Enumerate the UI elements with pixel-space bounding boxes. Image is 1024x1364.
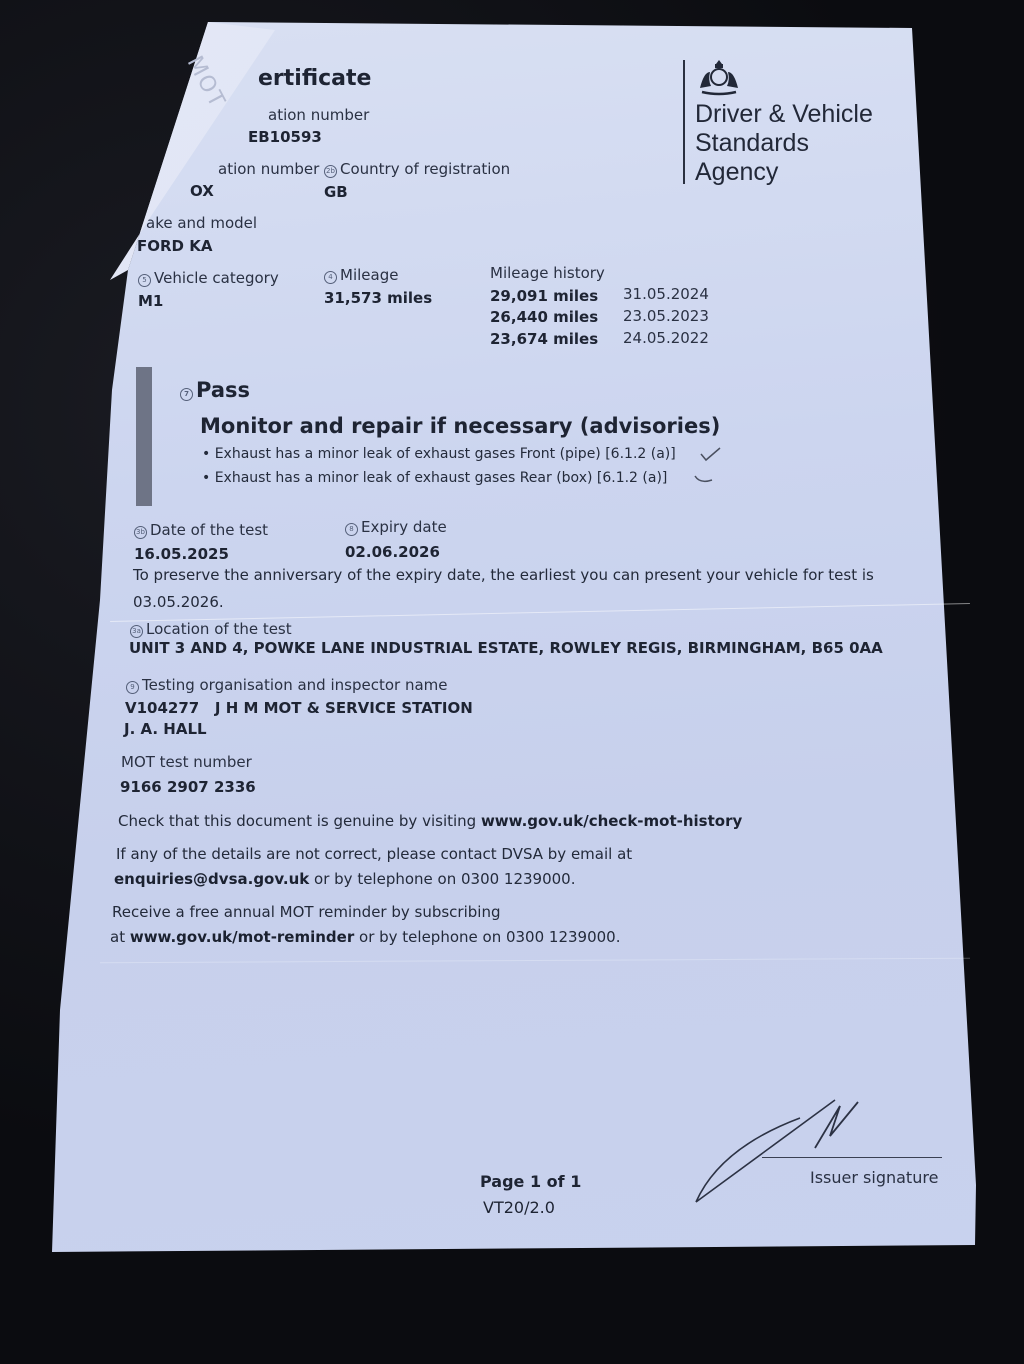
inspector-name: J. A. HALL <box>124 720 207 738</box>
test-date-label-text: Date of the test <box>150 521 269 539</box>
contact-text: If any of the details are not correct, please contact DVSA by email at <box>116 845 633 863</box>
location-label <box>130 620 292 638</box>
contact-line <box>114 870 576 888</box>
make-model-label: ake and model <box>146 214 258 232</box>
mileage-label-text: Mileage <box>340 266 399 284</box>
test-number-label: MOT test number <box>121 753 252 771</box>
mot-reminder-link[interactable]: www.gov.uk/mot-reminder <box>129 928 355 946</box>
test-date-label <box>134 521 268 539</box>
field-number-badge: 8 <box>345 523 358 536</box>
signature-line <box>762 1157 942 1158</box>
certificate-title: ertificate <box>258 66 372 91</box>
organisation-label <box>126 676 448 694</box>
agency-name-line2: Standards <box>695 129 809 157</box>
field-number-badge: 3b <box>134 526 147 539</box>
mileage-value: 31,573 miles <box>324 289 433 307</box>
reminder-phone-text: or by telephone on 0300 1239000. <box>354 928 621 946</box>
agency-logo-bar <box>683 60 685 184</box>
vin-label: ation number <box>268 106 370 124</box>
form-code: VT20/2.0 <box>483 1198 555 1217</box>
dvsa-email-link[interactable]: enquiries@dvsa.gov.uk <box>114 870 310 888</box>
reminder-line <box>110 928 620 946</box>
country-value: GB <box>324 183 348 201</box>
mileage-history-label: Mileage history <box>490 264 605 282</box>
registration-value: OX <box>190 182 214 200</box>
genuine-check-text <box>118 812 742 830</box>
location-label-text: Location of the test <box>146 620 292 638</box>
genuine-check-prefix: Check that this document is genuine by visiting <box>118 812 481 830</box>
contact-phone-text: or by telephone on 0300 1239000. <box>309 870 576 888</box>
signature-label: Issuer signature <box>810 1168 939 1187</box>
category-label <box>138 269 279 287</box>
agency-name-line1: Driver & Vehicle <box>695 100 873 128</box>
mileage-history-date: 23.05.2023 <box>623 307 709 325</box>
registration-label: ation number <box>218 160 320 178</box>
result-indicator-bar <box>136 367 152 506</box>
mileage-history-miles: 23,674 miles <box>490 330 599 348</box>
handwritten-signature-icon <box>690 1098 870 1208</box>
test-date-value: 16.05.2025 <box>134 545 229 563</box>
page-number: Page 1 of 1 <box>480 1172 582 1191</box>
field-number-badge: 3a <box>130 625 143 638</box>
reminder-text: Receive a free annual MOT reminder by subscribing <box>112 903 501 921</box>
make-model-value: FORD KA <box>137 237 213 255</box>
test-result <box>180 378 250 402</box>
test-result-status: Pass <box>196 378 250 402</box>
field-number-badge: 5 <box>138 274 151 287</box>
mileage-label <box>324 266 398 284</box>
field-number-badge: 9 <box>126 681 139 694</box>
folded-corner-text: MOT <box>181 52 230 113</box>
country-label-text: Country of registration <box>340 160 511 178</box>
expiry-date-label <box>345 518 447 536</box>
anniversary-date: 03.05.2026. <box>133 593 224 611</box>
agency-name-line3: Agency <box>695 158 779 186</box>
agency-name <box>695 100 873 187</box>
anniversary-note: To preserve the anniversary of the expiry date, the earliest you can present your vehicle for test is <box>133 566 874 584</box>
organisation-value: V104277 J H M MOT & SERVICE STATION <box>125 699 473 717</box>
mileage-history-date: 31.05.2024 <box>623 285 709 303</box>
handwritten-tick-icon <box>692 472 716 486</box>
advisory-item: • Exhaust has a minor leak of exhaust gases Rear (box) [6.1.2 (a)] <box>202 470 668 486</box>
mileage-history-date: 24.05.2022 <box>623 329 709 347</box>
reminder-prefix: at <box>110 928 130 946</box>
category-label-text: Vehicle category <box>154 269 279 287</box>
mileage-history-miles: 29,091 miles <box>490 287 599 305</box>
field-number-badge: 7 <box>180 388 193 401</box>
check-mot-history-link[interactable]: www.gov.uk/check-mot-history <box>480 812 743 830</box>
vin-value: EB10593 <box>248 128 322 146</box>
organisation-label-text: Testing organisation and inspector name <box>142 676 448 694</box>
category-value: M1 <box>138 292 164 310</box>
field-number-badge: 2b <box>324 165 337 178</box>
country-label <box>324 160 510 178</box>
expiry-date-label-text: Expiry date <box>361 518 447 536</box>
mileage-history-miles: 26,440 miles <box>490 308 599 326</box>
advisory-item: • Exhaust has a minor leak of exhaust gases Front (pipe) [6.1.2 (a)] <box>202 446 676 462</box>
advisories-title: Monitor and repair if necessary (advisories) <box>200 414 721 438</box>
royal-coat-of-arms-icon <box>694 58 744 96</box>
test-number-value: 9166 2907 2336 <box>120 778 256 796</box>
expiry-date-value: 02.06.2026 <box>345 543 440 561</box>
handwritten-tick-icon <box>698 444 724 464</box>
field-number-badge: 4 <box>324 271 337 284</box>
location-value: UNIT 3 AND 4, POWKE LANE INDUSTRIAL ESTATE, ROWLEY REGIS, BIRMINGHAM, B65 0AA <box>129 639 883 657</box>
